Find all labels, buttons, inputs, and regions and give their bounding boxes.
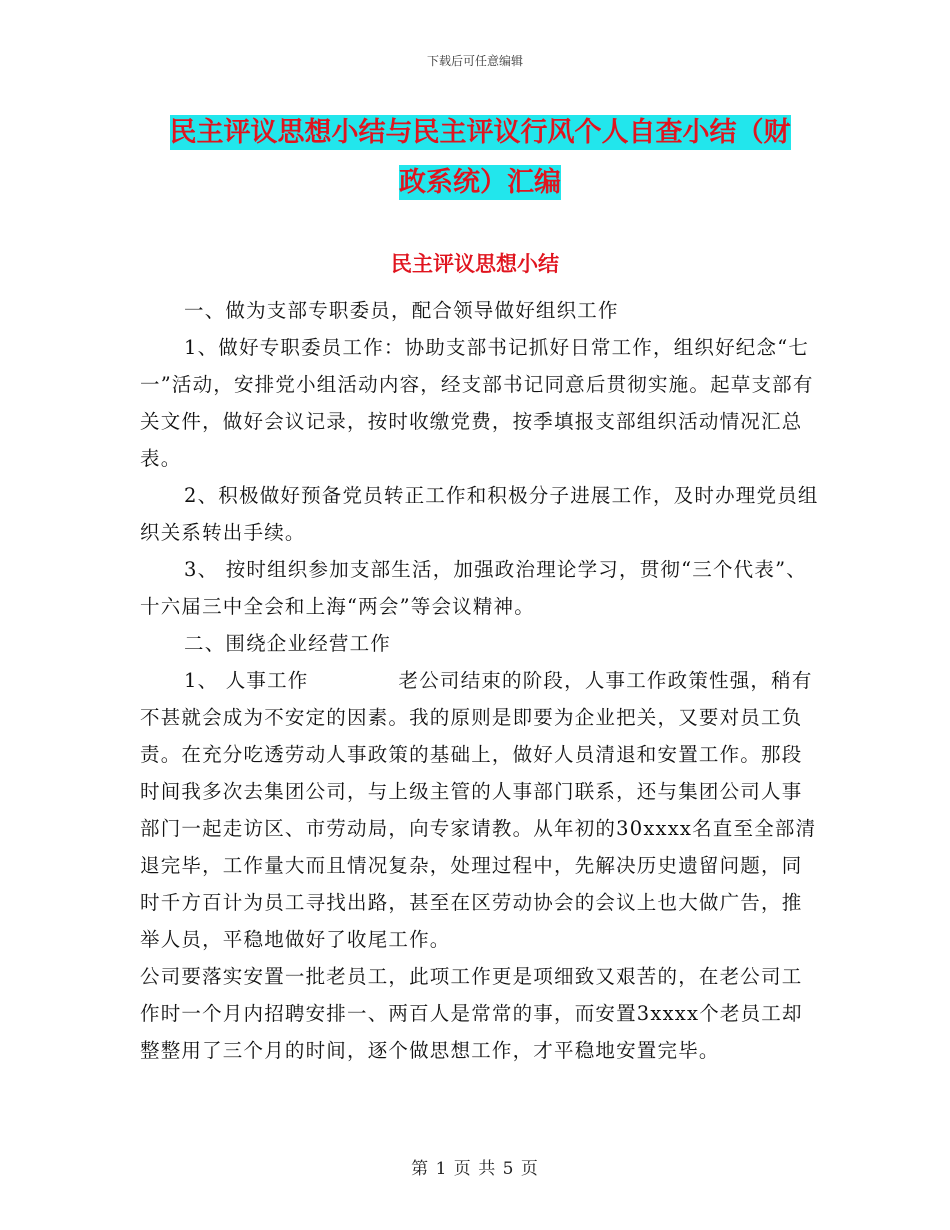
paragraph-5: 二、围绕企业经营工作 [184,632,392,655]
paragraph-3: 2、积极做好预备党员转正工作和积极分子进展工作，及时办理党员组织关系转出手续。 [140,484,819,544]
header-note: 下载后可任意编辑 [426,54,523,68]
title-line-2: 政系统）汇编 [399,167,561,198]
paragraph-7: 公司要落实安置一批老员工，此项工作更是项细致又艰苦的，在老公司工作时一个月内招聘安排一、两百人是常常的事，而安置3xxxx个老员工却整整用了三个月的时间，逐个做思想工作，才平稳地安置完毕。 [140,965,803,1062]
paragraph-1: 一、做为支部专职委员，配合领导做好组织工作 [184,299,619,322]
paragraph-6 [140,662,820,958]
document-title [140,108,820,208]
document-body [140,292,820,1069]
paragraph-6-text: 老公司结束的阶段，人事工作政策性强，稍有不甚就会成为不安定的因素。我的原则是即要为企业把关，又要对员工负责。在充分吃透劳动人事政策的基础上，做好人员清退和安置工作。那段时间我多次去集团公司，与上级主管的人事部门联系，还与集团公司人事部门一起走访区、市劳动局，向专家请教。从年初的30xxxx名直至全部清退完毕，工作量大而且情况复杂，处理过程中，先解决历史遗留问题，同时千方百计为员工寻找出路，甚至在区劳动协会的会议上也大做广告，推举人员，平稳地做好了收尾工作。 [140,669,817,951]
paragraph-4: 3、 按时组织参加支部生活，加强政治理论学习，贯彻“三个代表”、十六届三中全会和上海“两会”等会议精神。 [140,558,807,618]
title-line-1: 民主评议思想小结与民主评议行风个人自查小结（财 [169,117,791,148]
section-title: 民主评议思想小结 [391,251,559,276]
paragraph-2: 1、做好专职委员工作：协助支部书记抓好日常工作，组织好纪念“七一”活动，安排党小组活动内容，经支部书记同意后贯彻实施。起草支部有关文件，做好会议记录，按时收缴党费，按季填报支部组织活动情况汇总表。 [140,336,814,470]
paragraph-6-label: 1、 人事工作 [184,669,309,692]
page-footer: 第 1 页 共 5 页 [411,1159,539,1179]
